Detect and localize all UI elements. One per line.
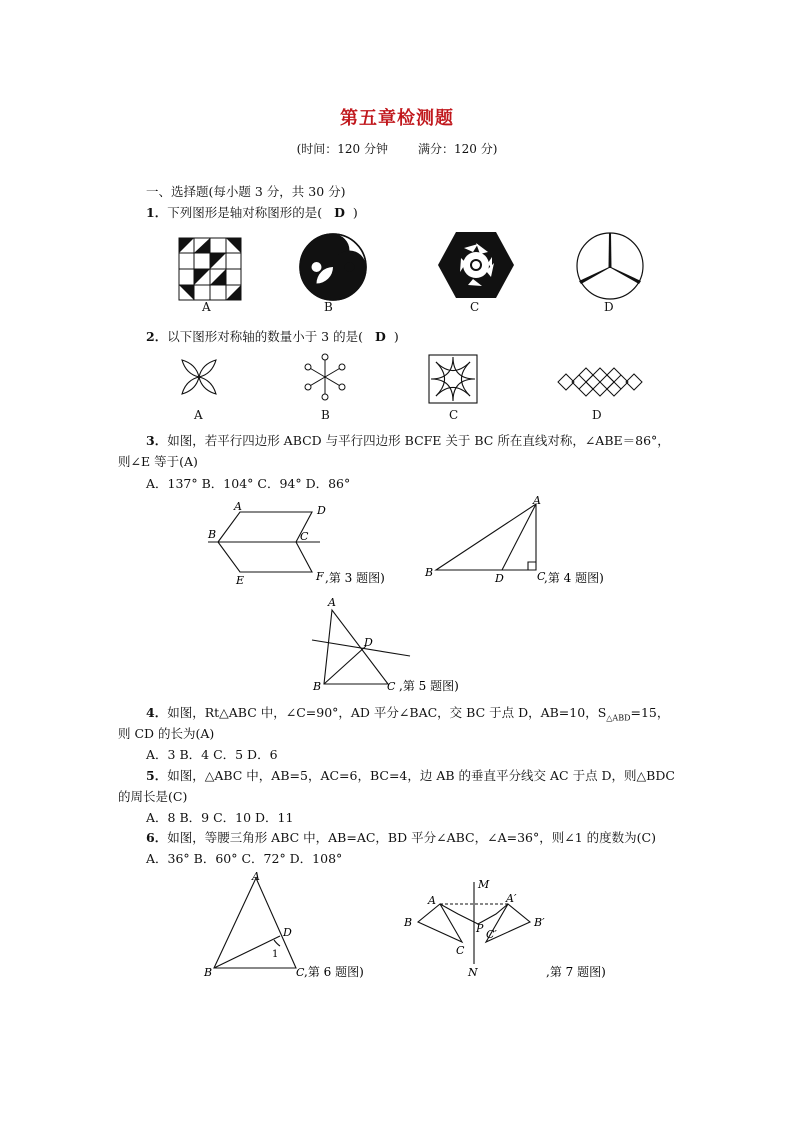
caption: ,第 3 题图) (325, 571, 385, 585)
question-6 (146, 828, 656, 846)
point-a: A (252, 870, 260, 883)
page-title: 第五章检测题 (340, 108, 454, 129)
q1-figure-d (575, 231, 645, 301)
question-text: 下列图形是轴对称图形的是( (167, 205, 323, 220)
point-c-prime: C′ (486, 928, 497, 941)
q2-figure-c (428, 354, 478, 404)
question-5-line2: 的周长是(C) (118, 789, 188, 804)
question-number: 5． (146, 768, 168, 783)
figure-7 (398, 874, 628, 984)
q2-label-c: C (449, 408, 459, 422)
caption: ,第 7 题图) (546, 965, 606, 979)
question-4-options: A．3 B．4 C．5 D．6 (146, 747, 278, 762)
point-c: C (296, 966, 305, 979)
point-n: N (468, 966, 478, 979)
caption: ,第 4 题图) (544, 571, 604, 585)
point-b: B (404, 916, 413, 929)
point-d: D (283, 926, 292, 939)
question-2 (146, 327, 399, 345)
question-text: 如图，Rt△ABC 中，∠C=90°，AD 平分∠BAC，交 BC 于点 D，AB=10，S (167, 705, 607, 720)
question-3-options: A．137° B．104° C．94° D．86° (146, 476, 351, 491)
question-4 (146, 703, 669, 723)
caption: ,第 6 题图) (304, 965, 364, 979)
question-number: 6． (146, 830, 168, 845)
q1-label-a: A (202, 300, 211, 314)
question-3 (146, 431, 670, 449)
point-d: D (495, 572, 504, 585)
page-subtitle (0, 140, 794, 157)
answer: D (334, 205, 345, 220)
figure-4 (422, 494, 622, 586)
close-paren: ) (352, 205, 358, 220)
question-number: 3． (146, 433, 168, 448)
answer: D (374, 329, 386, 344)
question-number: 1． (146, 205, 168, 220)
point-c: C (387, 680, 396, 693)
caption: ,第 5 题图) (399, 679, 459, 693)
full-score: 满分：120 分) (418, 142, 498, 156)
point-d: D (317, 504, 326, 517)
q1-label-d: D (604, 300, 614, 314)
point-b: B (313, 680, 322, 693)
point-a: A (234, 500, 242, 513)
question-6-options: A．36° B．60° C．72° D．108° (146, 851, 343, 866)
q1-figure-b (298, 232, 368, 302)
point-b: B (208, 528, 217, 541)
point-a: A (428, 894, 436, 907)
figure-5 (306, 596, 506, 696)
point-c: C (300, 530, 309, 543)
q1-figure-a (178, 237, 242, 301)
angle-1-label: 1 (272, 949, 279, 960)
q1-label-b: B (324, 300, 333, 314)
q1-label-c: C (470, 300, 480, 314)
point-a: A (533, 494, 541, 507)
question-text: 以下图形对称轴的数量小于 3 的是( (167, 329, 363, 344)
point-b: B (425, 566, 434, 579)
point-f: F (316, 570, 324, 583)
question-5-options: A．8 B．9 C．10 D．11 (146, 810, 294, 825)
point-a-prime: A′ (506, 892, 517, 905)
point-m: M (478, 878, 490, 891)
q2-label-b: B (321, 408, 330, 422)
question-5 (146, 766, 675, 784)
point-c: C (537, 570, 546, 583)
question-number: 2． (146, 329, 168, 344)
point-d: D (364, 636, 373, 649)
q2-label-d: D (592, 408, 602, 422)
figure-3 (202, 500, 402, 588)
question-4-line2: 则 CD 的长为(A) (118, 726, 215, 741)
point-e: E (236, 574, 245, 587)
time-limit: (时间：120 分钟 (296, 142, 388, 156)
figure-6 (200, 870, 400, 982)
section-heading: 一、选择题(每小题 3 分，共 30 分) (146, 184, 346, 199)
question-text: 如图，△ABC 中，AB=5，AC=6，BC=4，边 AB 的垂直平分线交 AC 于点 D，则△BDC (167, 768, 675, 783)
q2-figure-b (300, 352, 350, 402)
question-text: 如图，等腰三角形 ABC 中，AB=AC，BD 平分∠ABC，∠A=36°，则∠1 的度数为(C) (167, 830, 656, 845)
q2-label-a: A (194, 408, 203, 422)
q2-figure-d (556, 362, 644, 402)
point-a: A (328, 596, 336, 609)
q1-figure-c (436, 230, 516, 300)
question-1 (146, 203, 358, 221)
area-subscript: △ABD (606, 713, 631, 723)
point-b: B (204, 966, 213, 979)
question-text-end: =15， (630, 705, 670, 720)
question-number: 4． (146, 705, 168, 720)
question-text: 如图，若平行四边形 ABCD 与平行四边形 BCFE 关于 BC 所在直线对称，∠ABE＝86°， (167, 433, 670, 448)
close-paren: ) (393, 329, 399, 344)
point-b-prime: B′ (534, 916, 545, 929)
question-3-line2: 则∠E 等于(A) (118, 454, 198, 469)
q2-figure-a (176, 354, 222, 400)
point-c: C (456, 944, 465, 957)
point-p: P (476, 922, 484, 935)
